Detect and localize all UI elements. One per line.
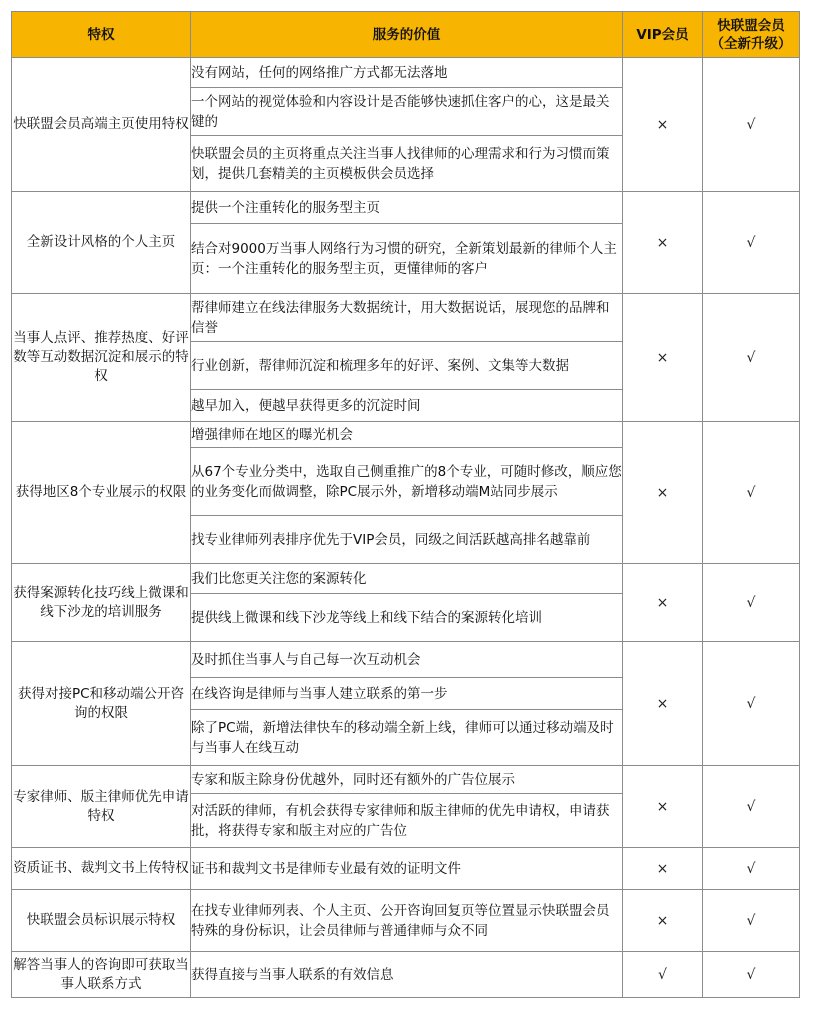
vip-mark: ×: [623, 890, 703, 952]
value-cell: 对活跃的律师，有机会获得专家律师和版主律师的优先申请权，申请获批，将获得专家和版主对应的广告位: [191, 794, 623, 848]
header-value: 服务的价值: [191, 12, 623, 58]
table-row: [12, 952, 800, 998]
value-cell: 证书和裁判文书是律师专业最有效的证明文件: [191, 848, 623, 890]
value-cell: 没有网站，任何的网络推广方式都无法落地: [191, 58, 623, 88]
privilege-comparison-table: [11, 11, 800, 998]
value-cell: 结合对9000万当事人网络行为习惯的研究，全新策划最新的律师个人主页：一个注重转化的服务型主页，更懂律师的客户: [191, 224, 623, 294]
value-cell: 在找专业律师列表、个人主页、公开咨询回复页等位置显示快联盟会员特殊的身份标识，让会员律师与普通律师与众不同: [191, 890, 623, 952]
value-cell: 快联盟会员的主页将重点关注当事人找律师的心理需求和行为习惯而策划，提供几套精美的主页模板供会员选择: [191, 136, 623, 192]
header-kuailian-line2: （全新升级）: [710, 35, 792, 52]
kuailian-mark: √: [703, 952, 800, 998]
value-cell: 从67个专业分类中，选取自己侧重推广的8个专业，可随时修改，顺应您的业务变化而做调整，除PC展示外，新增移动端M站同步展示: [191, 448, 623, 516]
table-row: [12, 848, 800, 890]
kuailian-mark: √: [703, 192, 800, 294]
header-privilege: 特权: [12, 12, 191, 58]
table-row: [12, 294, 800, 342]
header-row: [12, 12, 800, 58]
kuailian-mark: √: [703, 294, 800, 422]
vip-mark: ×: [623, 848, 703, 890]
vip-mark: √: [623, 952, 703, 998]
table-row: [12, 192, 800, 224]
table-body: [12, 58, 800, 998]
privilege-cell: 快联盟会员标识展示特权: [12, 890, 191, 952]
table-row: [12, 766, 800, 794]
privilege-cell: 解答当事人的咨询即可获取当事人联系方式: [12, 952, 191, 998]
value-cell: 帮律师建立在线法律服务大数据统计，用大数据说话，展现您的品牌和信誉: [191, 294, 623, 342]
privilege-cell: 资质证书、裁判文书上传特权: [12, 848, 191, 890]
vip-mark: ×: [623, 642, 703, 766]
value-cell: 提供线上微课和线下沙龙等线上和线下结合的案源转化培训: [191, 594, 623, 642]
privilege-cell: 获得对接PC和移动端公开咨询的权限: [12, 642, 191, 766]
kuailian-mark: √: [703, 766, 800, 848]
table-row: [12, 890, 800, 952]
table-row: [12, 58, 800, 88]
value-cell: 及时抓住当事人与自己每一次互动机会: [191, 642, 623, 678]
value-cell: 专家和版主除身份优越外，同时还有额外的广告位展示: [191, 766, 623, 794]
kuailian-mark: √: [703, 564, 800, 642]
value-cell: 我们比您更关注您的案源转化: [191, 564, 623, 594]
vip-mark: ×: [623, 422, 703, 564]
kuailian-mark: √: [703, 890, 800, 952]
header-kuailian: [703, 12, 800, 58]
header-vip: VIP会员: [623, 12, 703, 58]
value-cell: 在线咨询是律师与当事人建立联系的第一步: [191, 678, 623, 710]
kuailian-mark: √: [703, 642, 800, 766]
vip-mark: ×: [623, 192, 703, 294]
privilege-cell: 获得地区8个专业展示的权限: [12, 422, 191, 564]
privilege-cell: 专家律师、版主律师优先申请特权: [12, 766, 191, 848]
header-kuailian-line1: 快联盟会员: [717, 17, 785, 34]
table-row: [12, 422, 800, 448]
vip-mark: ×: [623, 766, 703, 848]
privilege-cell: 全新设计风格的个人主页: [12, 192, 191, 294]
privilege-cell: 获得案源转化技巧线上微课和线下沙龙的培训服务: [12, 564, 191, 642]
kuailian-mark: √: [703, 422, 800, 564]
privilege-cell: 当事人点评、推荐热度、好评数等互动数据沉淀和展示的特权: [12, 294, 191, 422]
vip-mark: ×: [623, 58, 703, 192]
value-cell: 除了PC端，新增法律快车的移动端全新上线，律师可以通过移动端及时与当事人在线互动: [191, 710, 623, 766]
table-row: [12, 564, 800, 594]
value-cell: 越早加入，便越早获得更多的沉淀时间: [191, 390, 623, 422]
kuailian-mark: √: [703, 58, 800, 192]
value-cell: 增强律师在地区的曝光机会: [191, 422, 623, 448]
value-cell: 行业创新，帮律师沉淀和梳理多年的好评、案例、文集等大数据: [191, 342, 623, 390]
privilege-cell: 快联盟会员高端主页使用特权: [12, 58, 191, 192]
kuailian-mark: √: [703, 848, 800, 890]
value-cell: 提供一个注重转化的服务型主页: [191, 192, 623, 224]
table-row: [12, 642, 800, 678]
value-cell: 获得直接与当事人联系的有效信息: [191, 952, 623, 998]
vip-mark: ×: [623, 564, 703, 642]
value-cell: 一个网站的视觉体验和内容设计是否能够快速抓住客户的心，这是最关键的: [191, 88, 623, 136]
vip-mark: ×: [623, 294, 703, 422]
value-cell: 找专业律师列表排序优先于VIP会员，同级之间活跃越高排名越靠前: [191, 516, 623, 564]
